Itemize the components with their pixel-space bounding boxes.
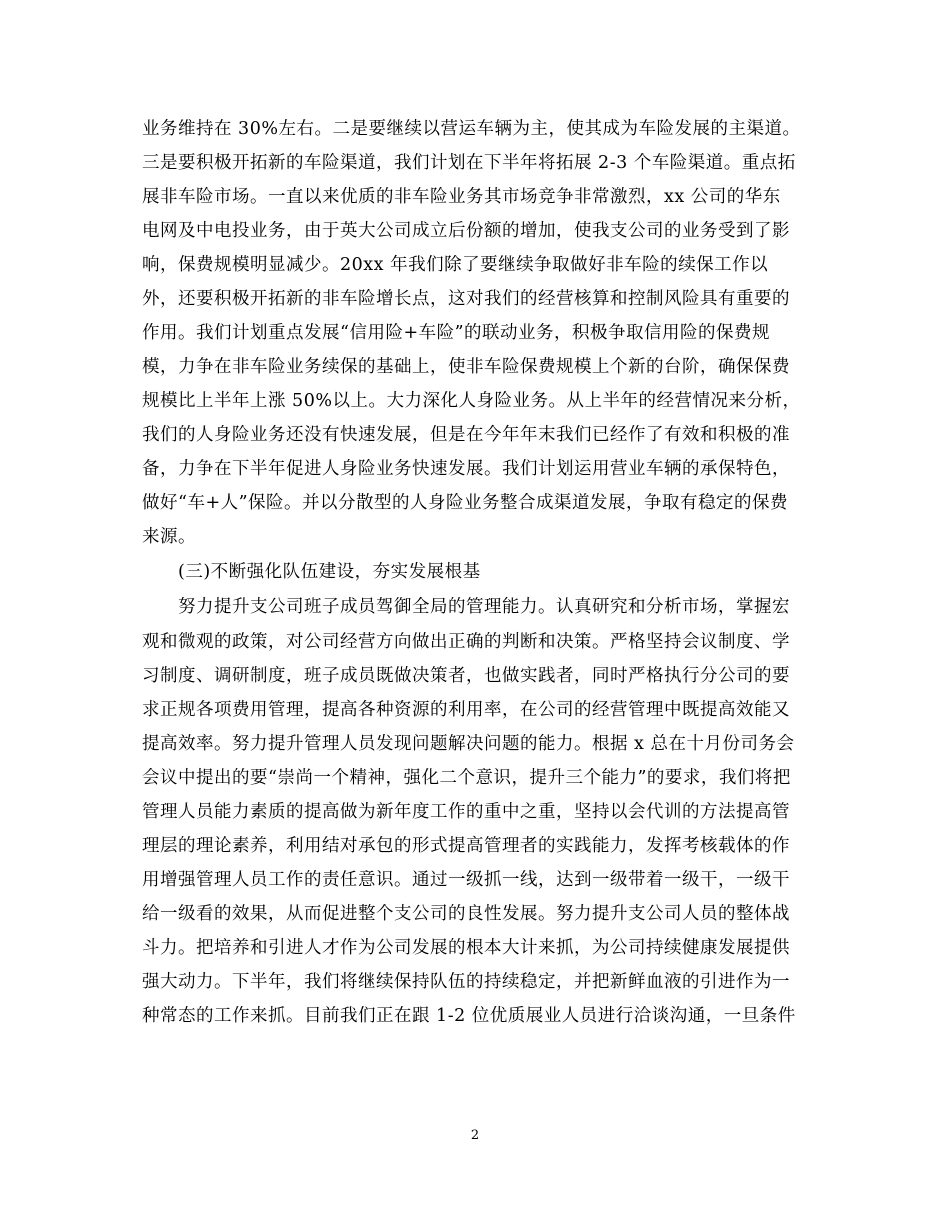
paragraph-line: 来源。 [142,527,196,547]
section-heading: (三)不断强化队伍建设，夯实发展根基 [178,562,481,582]
paragraph-line: 习制度、调研制度，班子成员既做决策者，也做实践者，同时严格执行分公司的要 [142,666,790,686]
paragraph-line: 给一级看的效果，从而促进整个支公司的良性发展。努力提升支公司人员的整体战 [142,904,790,924]
paragraph-line: 电网及中电投业务，由于英大公司成立后份额的增加，使我支公司的业务受到了影 [142,221,790,241]
paragraph-line: 会议中提出的要“崇尚一个精神，强化二个意识，提升三个能力”的要求，我们将把 [142,768,791,788]
paragraph-line: 外，还要积极开拓新的非车险增长点，这对我们的经营核算和控制风险具有重要的 [142,289,790,309]
paragraph-line: 展非车险市场。一直以来优质的非车险业务其市场竞争非常激烈，xx 公司的华东 [142,187,781,207]
paragraph-line: 用增强管理人员工作的责任意识。通过一级抓一线，达到一级带着一级干，一级干 [142,870,790,890]
paragraph-line: 规模比上半年上涨 50%以上。大力深化人身险业务。从上半年的经营情况来分析， [142,391,801,411]
paragraph-line: 备，力争在下半年促进人身险业务快速发展。我们计划运用营业车辆的承保特色， [142,459,790,479]
paragraph-line: 斗力。把培养和引进人才作为公司发展的根本大计来抓，为公司持续健康发展提供 [142,938,790,958]
paragraph-line: 求正规各项费用管理，提高各种资源的利用率，在公司的经营管理中既提高效能又 [142,700,790,720]
paragraph-line: 理层的理论素养，利用结对承包的形式提高管理者的实践能力，发挥考核载体的作 [142,836,790,856]
paragraph-line: 提高效率。努力提升管理人员发现问题解决问题的能力。根据 x 总在十月份司务会 [142,734,795,754]
paragraph-line: 业务维持在 30%左右。二是要继续以营运车辆为主，使其成为车险发展的主渠道。 [142,119,801,139]
paragraph-line: 作用。我们计划重点发展“信用险+车险”的联动业务，积极争取信用险的保费规 [142,323,771,343]
paragraph-line: 模，力争在非车险业务续保的基础上，使非车险保费规模上个新的台阶，确保保费 [142,357,790,377]
page-number: 2 [470,1128,480,1143]
paragraph-line: 努力提升支公司班子成员驾御全局的管理能力。认真研究和分析市场，掌握宏 [178,597,790,617]
paragraph-line: 管理人员能力素质的提高做为新年度工作的重中之重，坚持以会代训的方法提高管 [142,802,790,822]
paragraph-line: 观和微观的政策，对公司经营方向做出正确的判断和决策。严格坚持会议制度、学 [142,632,790,652]
paragraph-line: 三是要积极开拓新的车险渠道，我们计划在下半年将拓展 2-3 个车险渠道。重点拓 [142,153,796,173]
paragraph-line: 种常态的工作来抓。目前我们正在跟 1-2 位优质展业人员进行洽谈沟通，一旦条件 [142,1006,796,1026]
paragraph-line: 做好“车+人”保险。并以分散型的人身险业务整合成渠道发展，争取有稳定的保费 [142,493,789,513]
paragraph-line: 我们的人身险业务还没有快速发展，但是在今年年末我们已经作了有效和积极的准 [142,425,790,445]
paragraph-line: 响，保费规模明显减少。20xx 年我们除了要继续争取做好非车险的续保工作以 [142,255,769,275]
paragraph-line: 强大动力。下半年，我们将继续保持队伍的持续稳定，并把新鲜血液的引进作为一 [142,972,790,992]
